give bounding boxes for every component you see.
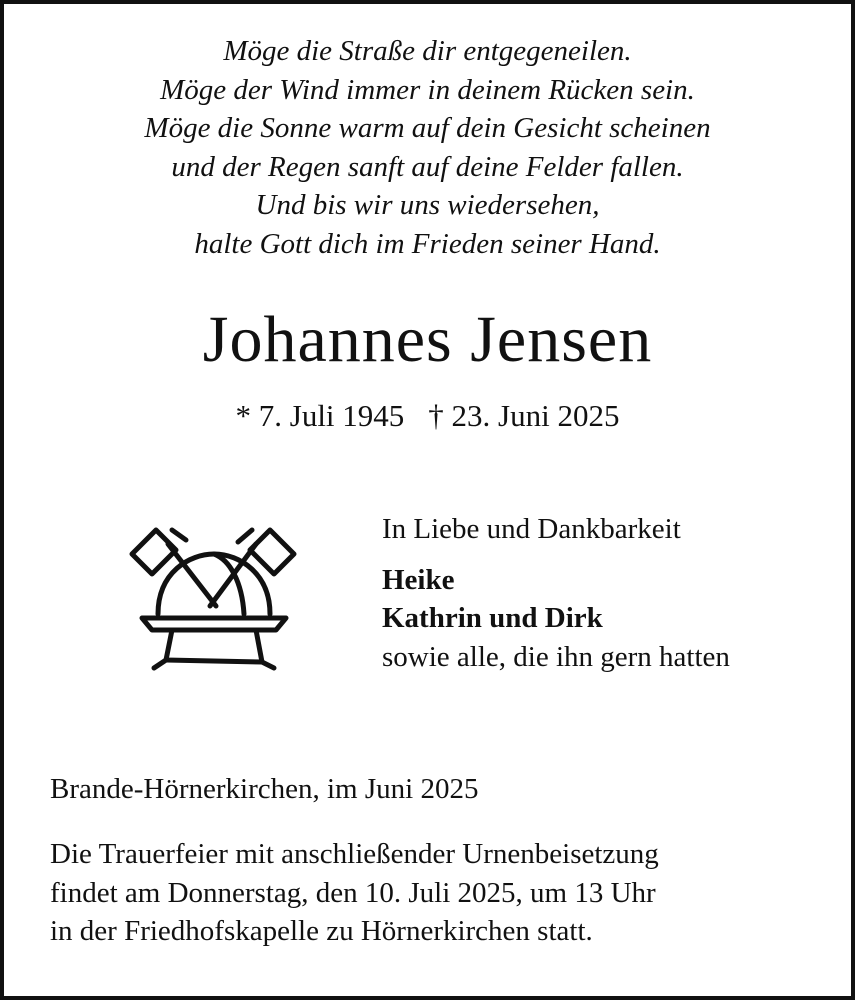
poem-line: und der Regen sanft auf deine Felder fallen.	[171, 150, 684, 183]
poem-line: Und bis wir uns wiedersehen,	[255, 189, 600, 221]
service-info	[50, 835, 830, 951]
firefighter-helmet-crossed-axes-icon	[124, 522, 302, 672]
mourner-name: Kathrin und Dirk	[382, 602, 603, 634]
service-line: findet am Donnerstag, den 10. Juli 2025, um 13 Uhr	[50, 876, 656, 909]
deceased-name: Johannes Jensen	[202, 303, 653, 376]
service-line: in der Friedhofskapelle zu Hörnerkirchen statt.	[50, 915, 593, 947]
poem-line: halte Gott dich im Frieden seiner Hand.	[194, 227, 661, 260]
death-date: † 23. Juni 2025	[428, 398, 620, 433]
place-date: Brande-Hörnerkirchen, im Juni 2025	[50, 773, 479, 805]
mourners-block	[382, 510, 842, 676]
mourner-name: Heike	[382, 563, 455, 596]
service-line: Die Trauerfeier mit anschließender Urnenbeisetzung	[50, 838, 659, 870]
mourners-others: sowie alle, die ihn gern hatten	[382, 640, 730, 673]
poem	[4, 32, 851, 263]
poem-line: Möge die Straße dir entgegeneilen.	[223, 35, 632, 67]
life-dates	[4, 396, 851, 436]
poem-line: Möge der Wind immer in deinem Rücken sein.	[160, 73, 695, 106]
birth-date: * 7. Juli 1945	[235, 398, 405, 433]
poem-line: Möge die Sonne warm auf dein Gesicht scheinen	[144, 112, 711, 144]
mourners-intro: In Liebe und Dankbarkeit	[382, 513, 681, 545]
